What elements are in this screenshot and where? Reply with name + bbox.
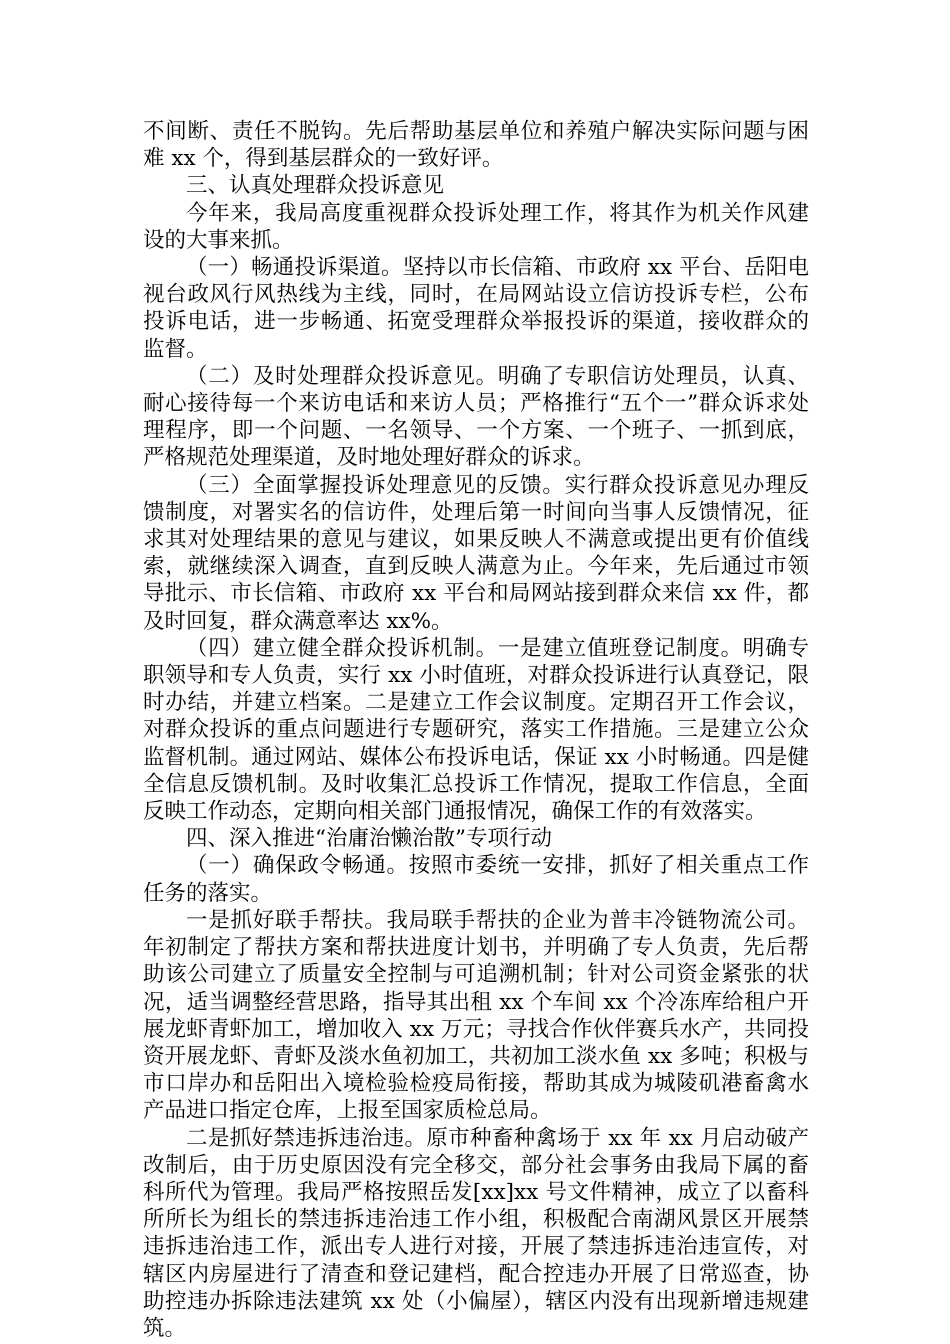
paragraph-mechanism: （四）建立健全群众投诉机制。一是建立值班登记制度。明确专职领导和专人负责，实行 xx 小时值班，对群众投诉进行认真登记，限时办结，并建立档案。二是建立工作会议制度。定期召开工作会议，对群众投诉的重点问题进行专题研究，落实工作措施。三是建立公众监督机制。通过网站、媒体公布投诉电话，保证 xx 小时畅通。四是健全信息反馈机制。及时收集汇总投诉工作情况，提取工作信息，全面反映工作动态，定期向相关部门通报情况，确保工作的有效落实。 xyxy=(143,635,809,825)
paragraph-feedback: （三）全面掌握投诉处理意见的反馈。实行群众投诉意见办理反馈制度，对署实名的信访件，处理后第一时间向当事人反馈情况，征求其对处理结果的意见与建议，如果反映人不满意或提出更有价值线索，就继续深入调查，直到反映人满意为止。今年来，先后通过市领导批示、市长信箱、市政府 xx 平台和局网站接到群众来信 xx 件，都及时回复，群众满意率达 xx%。 xyxy=(143,472,809,634)
section-heading-4: 四、深入推进“治庸治懒治散”专项行动 xyxy=(186,826,552,852)
paragraph-assistance: 一是抓好联手帮扶。我局联手帮扶的企业为普丰冷链物流公司。年初制定了帮扶方案和帮扶进度计划书，并明确了专人负责，先后帮助该公司建立了质量安全控制与可追溯机制；针对公司资金紧张的状况，适当调整经营思路，指导其出租 xx 个车间 xx 个冷冻库给租户开展龙虾青虾加工，增加收入 xx 万元；寻找合作伙伴赛兵水产，共同投资开展龙虾、青虾及淡水鱼初加工，共初加工淡水鱼 xx 多吨；积极与市口岸办和岳阳出入境检验检疫局衔接，帮助其成为城陵矶港畜禽水产品进口指定仓库，上报至国家质检总局。 xyxy=(143,907,809,1124)
paragraph-intro: 今年来，我局高度重视群众投诉处理工作，将其作为机关作风建设的大事来抓。 xyxy=(143,200,809,253)
paragraph-handling: （二）及时处理群众投诉意见。明确了专职信访处理员，认真、耐心接待每一个来访电话和来访人员；严格推行“五个一”群众诉求处理程序，即一个问题、一名领导、一个方案、一个班子、一抓到底，严格规范处理渠道，及时地处理好群众的诉求。 xyxy=(143,363,809,471)
paragraph-demolition: 二是抓好禁违拆违治违。原市种畜种禽场于 xx 年 xx 月启动破产改制后，由于历史原因没有完全移交，部分社会事务由我局下属的畜科所代为管理。我局严格按照岳发[xx]xx 号文件精神，成立了以畜科所所长为组长的禁违拆违治违工作小组，积极配合南湖风景区开展禁违拆违治违工作，派出专人进行对接，开展了禁违拆违治违宣传，对辖区内房屋进行了清查和登记建档，配合控违办开展了日常巡查，协助控违办拆除违法建筑 xx 处（小偏屋），辖区内没有出现新增违规建筑。 xyxy=(143,1125,809,1341)
paragraph-channels: （一）畅通投诉渠道。坚持以市长信箱、市政府 xx 平台、岳阳电视台政风行风热线为主线，同时，在局网站设立信访投诉专栏，公布投诉电话，进一步畅通、拓宽受理群众举报投诉的渠道，接收群众的监督。 xyxy=(143,255,809,362)
section-heading-3: 三、认真处理群众投诉意见 xyxy=(186,173,445,199)
paragraph-continuation: 不间断、责任不脱钩。先后帮助基层单位和养殖户解决实际问题与困难 xx 个，得到基层群众的一致好评。 xyxy=(143,119,809,172)
document-page xyxy=(143,118,809,1342)
paragraph-orders: （一）确保政令畅通。按照市委统一安排，抓好了相关重点工作任务的落实。 xyxy=(143,853,809,906)
